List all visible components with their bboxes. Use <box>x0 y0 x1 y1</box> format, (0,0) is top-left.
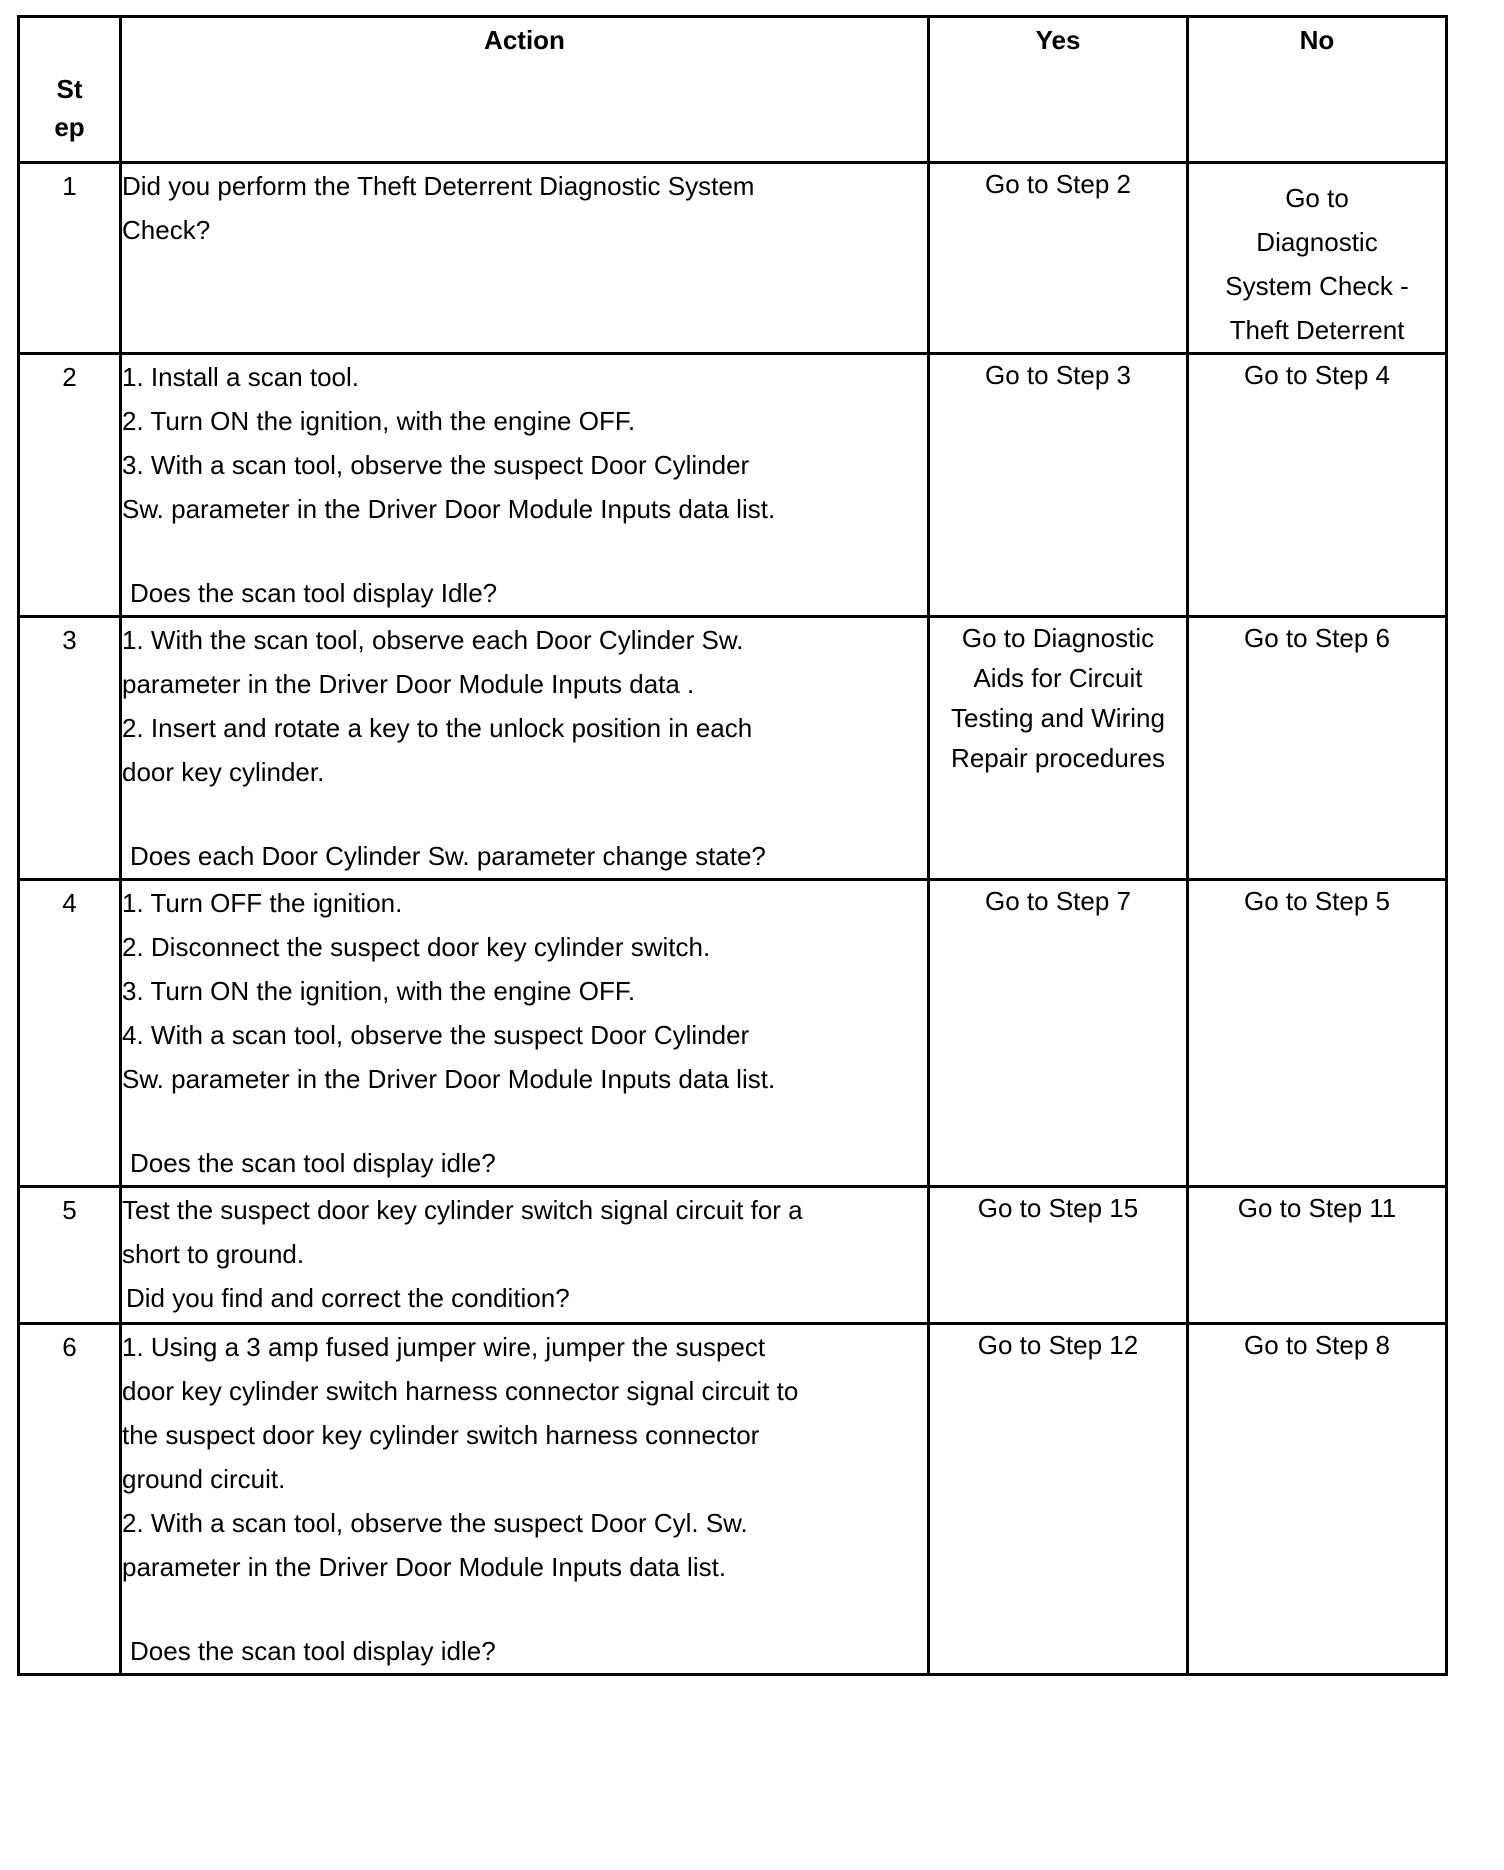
yes-cell <box>929 1187 1188 1324</box>
header-step-part-1: St <box>56 74 83 104</box>
action-cell <box>121 163 929 354</box>
table-row <box>19 354 1447 617</box>
no-text: Go to <box>1285 183 1349 213</box>
table-row <box>19 880 1447 1187</box>
header-action: Action <box>121 17 929 163</box>
action-line: door key cylinder. <box>122 757 325 787</box>
action-cell <box>121 354 929 617</box>
table-row <box>19 163 1447 354</box>
no-text: Go to Step 6 <box>1244 623 1390 653</box>
no-cell <box>1188 1187 1447 1324</box>
yes-cell <box>929 354 1188 617</box>
table-header-row <box>19 17 1447 163</box>
yes-cell <box>929 880 1188 1187</box>
yes-text: Go to Step 12 <box>977 1330 1139 1360</box>
action-line: Sw. parameter in the Driver Door Module Inputs data list. <box>122 494 776 524</box>
action-line: 3. Turn ON the ignition, with the engine OFF. <box>122 976 636 1006</box>
yes-cell <box>929 617 1188 880</box>
action-line: 4. With a scan tool, observe the suspect Door Cylinder <box>122 1020 750 1050</box>
action-line: door key cylinder switch harness connector signal circuit to <box>122 1376 799 1406</box>
action-line: 1. With the scan tool, observe each Door Cylinder Sw. <box>122 625 744 655</box>
action-line: Did you find and correct the condition? <box>126 1283 570 1313</box>
action-cell <box>121 1324 929 1675</box>
no-text: Go to Step 11 <box>1237 1193 1397 1223</box>
action-line: parameter in the Driver Door Module Inputs data list. <box>122 1552 727 1582</box>
no-cell <box>1188 1324 1447 1675</box>
table-row <box>19 1324 1447 1675</box>
action-question: Does each Door Cylinder Sw. parameter change state? <box>130 841 766 871</box>
yes-cell <box>929 1324 1188 1675</box>
action-line: parameter in the Driver Door Module Inputs data . <box>122 669 695 699</box>
action-line: 3. With a scan tool, observe the suspect Door Cylinder <box>122 450 750 480</box>
yes-text: Repair procedures <box>951 743 1165 773</box>
yes-text: Go to Diagnostic <box>961 623 1155 653</box>
action-line: Test the suspect door key cylinder switch signal circuit for a <box>122 1195 803 1225</box>
action-line: Check? <box>122 215 211 245</box>
header-yes: Yes <box>929 17 1188 163</box>
no-cell <box>1188 617 1447 880</box>
action-line: the suspect door key cylinder switch harness connector <box>122 1420 760 1450</box>
no-cell <box>1188 163 1447 354</box>
action-line: 2. Insert and rotate a key to the unlock position in each <box>122 713 753 743</box>
step-number: 2 <box>19 354 121 617</box>
action-line: Did you perform the Theft Deterrent Diagnostic System <box>122 171 755 201</box>
action-line: short to ground. <box>122 1239 305 1269</box>
diagnostic-table <box>17 15 1448 1676</box>
no-text: Diagnostic <box>1256 227 1378 257</box>
step-number: 4 <box>19 880 121 1187</box>
action-cell <box>121 1187 929 1324</box>
no-cell <box>1188 354 1447 617</box>
no-text: Go to Step 8 <box>1244 1330 1390 1360</box>
action-line: Sw. parameter in the Driver Door Module Inputs data list. <box>122 1064 776 1094</box>
table-row <box>19 617 1447 880</box>
action-line: 2. Disconnect the suspect door key cylinder switch. <box>122 932 711 962</box>
yes-text: Go to Step 3 <box>985 360 1131 390</box>
action-question: Does the scan tool display Idle? <box>130 578 498 608</box>
step-number: 6 <box>19 1324 121 1675</box>
yes-text: Testing and Wiring <box>951 703 1165 733</box>
action-line: 2. Turn ON the ignition, with the engine OFF. <box>122 406 636 436</box>
step-number: 3 <box>19 617 121 880</box>
action-line: ground circuit. <box>122 1464 286 1494</box>
header-no: No <box>1188 17 1447 163</box>
action-cell <box>121 617 929 880</box>
no-text: Go to Step 4 <box>1244 360 1390 390</box>
action-cell <box>121 880 929 1187</box>
yes-text: Go to Step 7 <box>985 886 1131 916</box>
table-row <box>19 1187 1447 1324</box>
no-text: Go to Step 5 <box>1244 886 1390 916</box>
step-number: 1 <box>19 163 121 354</box>
step-number: 5 <box>19 1187 121 1324</box>
action-line: 1. Turn OFF the ignition. <box>122 888 403 918</box>
action-question: Does the scan tool display idle? <box>130 1636 496 1666</box>
header-step-part-2: ep <box>54 112 85 142</box>
action-line: 1. Using a 3 amp fused jumper wire, jumper the suspect <box>122 1332 766 1362</box>
no-text: Theft Deterrent <box>1229 315 1405 345</box>
yes-text: Go to Step 15 <box>977 1193 1139 1223</box>
action-question: Does the scan tool display idle? <box>130 1148 496 1178</box>
no-text: System Check - <box>1225 271 1409 301</box>
header-step <box>19 17 121 163</box>
yes-text: Aids for Circuit <box>973 663 1143 693</box>
action-line: 1. Install a scan tool. <box>122 362 360 392</box>
yes-text: Go to Step 2 <box>985 169 1131 199</box>
action-line: 2. With a scan tool, observe the suspect Door Cyl. Sw. <box>122 1508 748 1538</box>
no-cell <box>1188 880 1447 1187</box>
table-body <box>19 163 1447 1675</box>
yes-cell <box>929 163 1188 354</box>
